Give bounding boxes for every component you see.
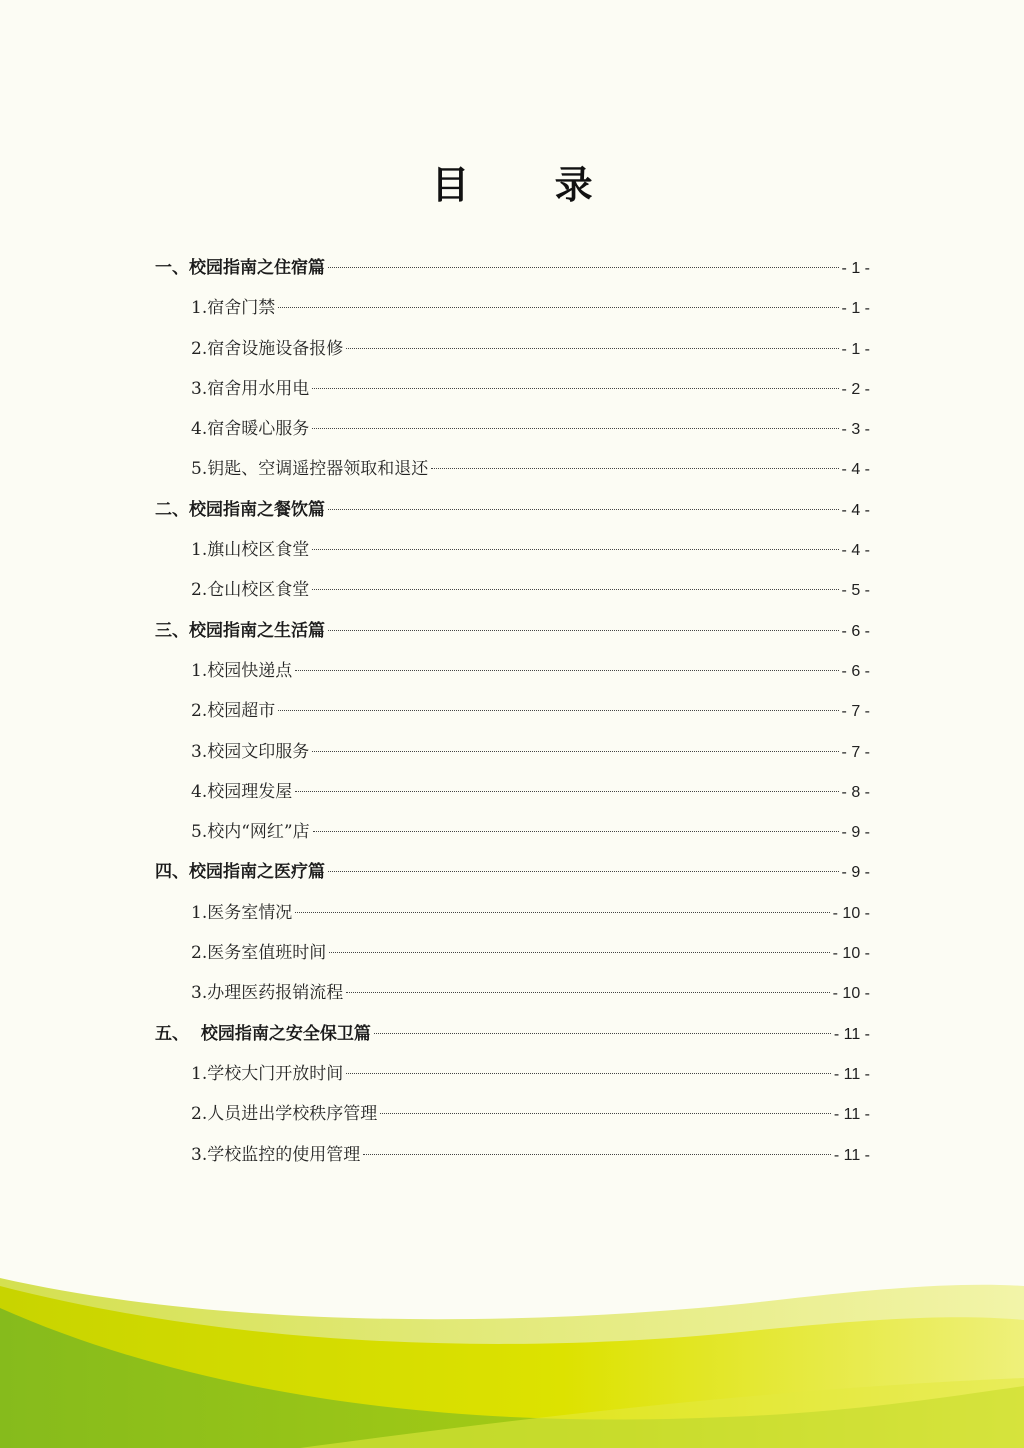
dot-leader (312, 428, 838, 429)
dot-leader (312, 388, 838, 389)
toc-entry[interactable] (155, 490, 870, 530)
toc-entry-label: 2.宿舍设施设备报修 (191, 338, 344, 359)
toc-entry-label: 二、校园指南之餐饮篇 (155, 499, 325, 520)
dot-leader (328, 267, 839, 268)
green-wave-decoration (0, 1268, 1024, 1448)
toc-entry[interactable] (155, 1014, 870, 1054)
toc-page-number: - 8 - (841, 783, 870, 801)
dot-leader (328, 871, 839, 872)
dot-leader (374, 1033, 831, 1034)
toc-page-number: - 11 - (833, 1146, 870, 1164)
toc-page-number: - 1 - (841, 260, 870, 277)
toc-entry[interactable] (155, 409, 870, 449)
toc-entry-label: 一、校园指南之住宿篇 (155, 258, 325, 278)
toc-page-number: - 9 - (841, 824, 870, 842)
dot-leader (346, 1073, 831, 1074)
toc-entry-label: 1.医务室情况 (191, 902, 293, 923)
toc-entry[interactable] (155, 1054, 870, 1094)
page-title: 目 录 (431, 162, 629, 207)
toc-entry[interactable] (155, 570, 870, 610)
toc-entry[interactable] (155, 1135, 870, 1175)
toc-entry[interactable] (155, 369, 870, 409)
toc-page-number: - 5 - (841, 582, 870, 600)
toc-page-number: - 4 - (841, 461, 870, 479)
toc-entry-label: 3.宿舍用水用电 (191, 378, 310, 399)
toc-entry[interactable] (155, 772, 870, 812)
dot-leader (346, 348, 838, 349)
dot-leader (328, 509, 839, 510)
toc-entry[interactable] (155, 329, 870, 369)
dot-leader (312, 751, 838, 752)
toc-entry[interactable] (155, 691, 870, 731)
dot-leader (363, 1154, 831, 1155)
toc-entry-label: 1.学校大门开放时间 (191, 1063, 344, 1084)
toc-entry[interactable] (155, 288, 870, 328)
toc-entry-label: 5.钥匙、空调遥控器领取和退还 (191, 459, 429, 480)
toc-entry[interactable] (155, 530, 870, 570)
toc-page-number: - 11 - (833, 1065, 870, 1083)
dot-leader (313, 831, 839, 832)
toc-page-number: - 3 - (841, 421, 870, 439)
toc-entry[interactable] (155, 812, 870, 852)
dot-leader (346, 992, 829, 993)
toc-page-number: - 10 - (832, 985, 870, 1003)
toc-entry-label: 三、校园指南之生活篇 (155, 620, 325, 641)
dot-leader (295, 670, 838, 671)
toc-entry-label: 五、 校园指南之安全保卫篇 (155, 1023, 371, 1044)
toc-page-number: - 7 - (841, 703, 870, 721)
toc-page-number: - 6 - (841, 622, 870, 640)
toc-entry[interactable] (155, 732, 870, 772)
dot-leader (295, 791, 838, 792)
dot-leader (312, 549, 838, 550)
dot-leader (431, 468, 838, 469)
toc-page-number: - 1 - (841, 300, 870, 318)
toc-entry[interactable] (155, 933, 870, 973)
toc-entry[interactable] (155, 651, 870, 691)
toc-entry-label: 1.宿舍门禁 (191, 298, 276, 319)
dot-leader (380, 1113, 831, 1114)
toc-entry-label: 1.校园快递点 (191, 660, 293, 681)
toc-page-number: - 10 - (832, 904, 870, 922)
toc-entry-label: 3.校园文印服务 (191, 741, 310, 762)
toc-entry[interactable] (155, 852, 870, 892)
toc-entry-label: 四、校园指南之医疗篇 (155, 862, 325, 883)
dot-leader (329, 952, 829, 953)
toc-page-number: - 6 - (841, 662, 870, 680)
toc-entry[interactable] (155, 449, 870, 489)
toc-page-number: - 7 - (841, 743, 870, 761)
toc-entry-label: 2.人员进出学校秩序管理 (191, 1104, 378, 1125)
toc-entry[interactable] (155, 893, 870, 933)
toc-entry-label: 1.旗山校区食堂 (191, 540, 310, 561)
toc-page-number: - 9 - (841, 864, 870, 882)
toc-entry-label: 5.校内“网红”店 (191, 822, 310, 843)
toc-entry-label: 2.校园超市 (191, 701, 276, 722)
toc-entry-label: 3.学校监控的使用管理 (191, 1144, 361, 1165)
dot-leader (312, 589, 838, 590)
toc-page-number: - 2 - (841, 380, 870, 398)
toc-entry-label: 3.办理医药报销流程 (191, 983, 344, 1004)
dot-leader (278, 307, 838, 308)
toc-page-number: - 1 - (841, 340, 870, 358)
toc-entry[interactable] (155, 973, 870, 1013)
toc-entry-label: 4.宿舍暖心服务 (191, 419, 310, 440)
toc-entry-label: 2.仓山校区食堂 (191, 580, 310, 601)
dot-leader (278, 710, 838, 711)
toc-entry-label: 4.校园理发屋 (191, 781, 293, 802)
table-of-contents (155, 248, 870, 1175)
toc-page-number: - 11 - (833, 1106, 870, 1124)
toc-page-number: - 4 - (841, 501, 870, 519)
toc-page-number: - 4 - (841, 542, 870, 560)
toc-entry[interactable] (155, 1094, 870, 1134)
toc-entry[interactable] (155, 611, 870, 651)
toc-page-number: - 10 - (832, 945, 870, 963)
dot-leader (295, 912, 829, 913)
toc-entry[interactable] (155, 248, 870, 288)
toc-page-number: - 11 - (833, 1025, 870, 1043)
dot-leader (328, 630, 839, 631)
toc-entry-label: 2.医务室值班时间 (191, 943, 327, 964)
